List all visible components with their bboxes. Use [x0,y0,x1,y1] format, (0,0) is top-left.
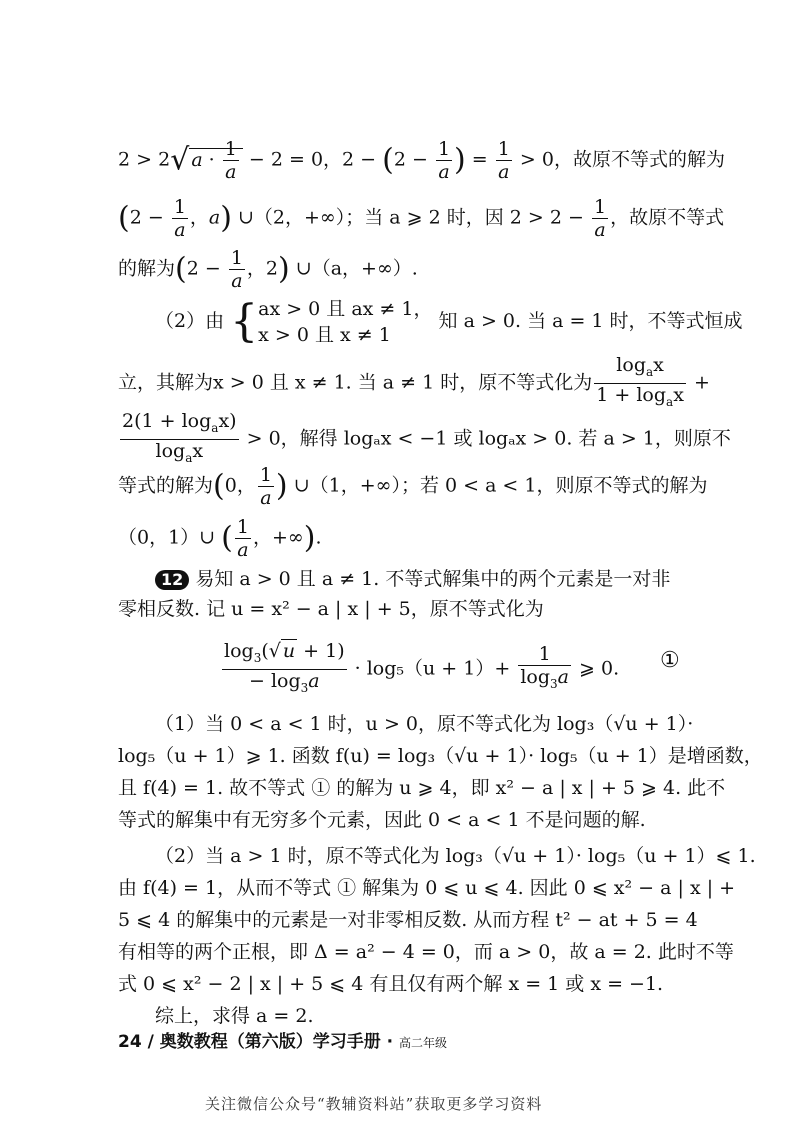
part2-line-3: $\frac{2(1 + \log_ax)}{\log_ax}$ > 0，解得 logₐx < −1 或 logₐx > 0. 若 a > 1，则原不 [122,410,731,465]
case2-line-6: 综上，求得 a = 2. [155,1005,314,1027]
part2-l2: 立，其解为x > 0 且 x ≠ 1. 当 a ≠ 1 时，原不等式化为 [118,371,593,394]
part2-line-1: （2）由 {ax > 0 且 ax ≠ 1， x > 0 且 x ≠ 1 知 a > 0. 当 a = 1 时，不等式恒成 [155,296,743,347]
case1-line-3: 且 f(4) = 1. 故不等式 ① 的解为 u ⩾ 4，即 x² − a | x | + 5 ⩾ 4. 此不 [118,777,726,799]
case1-line-1: （1）当 0 < a < 1 时，u > 0，原不等式化为 log₃（√u + 1）· [155,713,694,735]
case1-line-2: log₅（u + 1）⩾ 1. 函数 f(u) = log₃（√u + 1）· log₅（u + 1）是增函数， [118,745,763,767]
part2-line-4: 等式的解为(0， $\frac{1}{a}$ ) ∪（1，+∞）；若 0 < a < 1，则原不等式的解为 [118,464,708,509]
equation-end: ⩾ 0. [579,657,620,680]
system-eq-2: x > 0 且 x ≠ 1 [258,324,391,346]
bottom-watermark-note: 关注微信公众号“教辅资料站”获取更多学习资料 [205,1095,543,1113]
case2-line-5: 式 0 ⩽ x² − 2 | x | + 5 ⩽ 4 有且仅有两个解 x = 1 或 x = −1. [118,973,664,995]
line-2-end: ，故原不等式 [610,206,725,229]
part2-l5-start: （0，1）∪ [118,526,216,549]
q12-l2: 零相反数. 记 u = x² − a | x | + 5，原不等式化为 [118,598,544,620]
equation-mid: · log₅（u + 1）+ [354,657,511,680]
part2-lead: （2）由 [155,310,225,332]
grade-label: 高二年级 [399,1036,448,1050]
case1-line-4: 等式的解集中有无穷多个元素，因此 0 < a < 1 不是问题的解. [118,809,646,831]
part2-line-5: （0，1）∪ ( $\frac{1}{a}$ ，+∞). [118,516,322,561]
page-footer: 24 / 奥数教程（第六版）学习手册 · 高二年级 [118,1032,448,1052]
line-3: 的解为(2 − $\frac{1}{a}$ ，2) ∪（a，+∞）. [118,247,418,292]
case2-line-1: （2）当 a > 1 时，原不等式化为 log₃（√u + 1）· log₅（u + 1）⩽ 1. [155,845,756,867]
line-3-start: 的解为 [118,257,176,280]
part2-l4-start: 等式的解为 [118,474,214,497]
part2-l4-end: ∪（1，+∞）；若 0 < a < 1，则原不等式的解为 [293,474,708,497]
line-2: (2 − $\frac{1}{a}$ ，a) ∪（2，+∞）；当 a ⩾ 2 时，因 2 > 2 − $\frac{1}{a}$ ，故原不等式 [118,196,725,241]
part2-l3-end: > 0，解得 logₐx < −1 或 logₐx > 0. 若 a > 1，则原不 [246,427,731,450]
page-number: 24 [118,1032,142,1052]
line-1: 2 > 2√ a · $\frac{1}{a}$ − 2 = 0，2 − (2 − $\frac{1}{a}$ ) = $\frac{1}{a}$ > 0，故原不等式的解为 [118,138,725,183]
line-2-mid: ；当 a ⩾ 2 时，因 2 > 2 − [345,206,584,229]
case2-line-2: 由 f(4) = 1，从而不等式 ① 解集为 0 ⩽ u ⩽ 4. 因此 0 ⩽ x² − a | x | + [118,877,736,899]
q12-l1: 易知 a > 0 且 a ≠ 1. 不等式解集中的两个元素是一对非 [195,568,671,590]
case2-line-4: 有相等的两个正根，即 Δ = a² − 4 = 0，而 a > 0，故 a = 2. 此时不等 [118,941,734,963]
question-number-badge: 12 [155,570,189,590]
equation-tag: ① [660,648,680,673]
part2-line-2: 立，其解为x > 0 且 x ≠ 1. 当 a ≠ 1 时，原不等式化为 $\frac{\log_ax}{1 + \log_ax}$ + [118,354,710,409]
equation: $\frac{\log_3(√ u + 1)}{- \log_3a}$ · log₅（u + 1）+ $\frac{1}{\log_3a}$ ⩾ 0. [224,640,620,695]
system-eq-1: ax > 0 且 ax ≠ 1， [258,298,433,320]
line-1-end: > 0，故原不等式的解为 [519,148,725,171]
q12-line-2 [118,597,688,621]
line-3-end: ∪（a，+∞）. [295,257,418,280]
book-title: 奥数教程（第六版）学习手册 [159,1032,381,1052]
q12-line-1 [155,567,688,591]
part2-after: 知 a > 0. 当 a = 1 时，不等式恒成 [438,310,743,332]
case2-line-3: 5 ⩽ 4 的解集中的元素是一对非零相反数. 从而方程 t² − at + 5 = 4 [118,909,698,931]
